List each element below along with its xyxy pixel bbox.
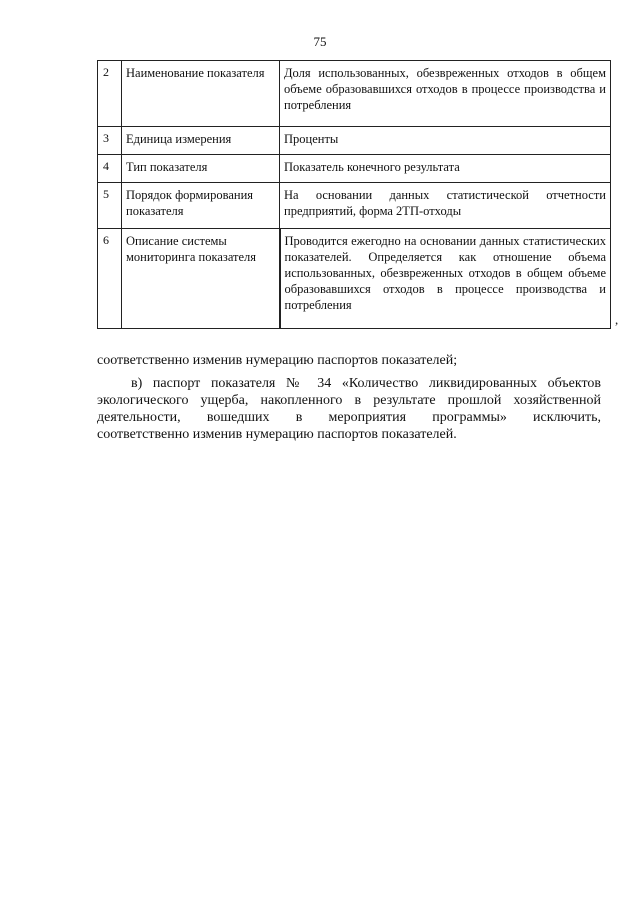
table-row: [98, 229, 611, 329]
row-number: 4: [98, 155, 122, 183]
row-value: Проводится ежегодно на основании данных статистических показателей. Определяется как отношение объема использованных, обезвреженных отходов в общем объеме образовавшихся отходов в процессе производства и потребления: [280, 229, 611, 329]
table-trailing-comma: ,: [615, 312, 619, 327]
row-number: 2: [98, 61, 122, 127]
table-row: [98, 155, 611, 183]
row-label: Единица измерения: [122, 127, 280, 155]
row-value: Показатель конечного результата: [280, 155, 611, 183]
table-row: [98, 61, 611, 127]
row-value: Доля использованных, обезвреженных отходов в общем объеме образовавшихся отходов в процессе производства и потребления: [280, 61, 611, 127]
page-number: 75: [313, 34, 327, 49]
paragraph-2-line: в) паспорт показателя № 34 «Количество ликвидированных объектов: [131, 376, 601, 391]
row-number: 5: [98, 183, 122, 229]
paragraph-2-line: соответственно изменив нумерацию паспортов показателей.: [97, 427, 457, 442]
paragraph-1: соответственно изменив нумерацию паспортов показателей;: [97, 353, 458, 368]
paragraph-2: [97, 375, 601, 443]
paragraph-2-line: деятельности, вошедших в мероприятия программы» исключить,: [97, 410, 601, 425]
row-label: Тип показателя: [122, 155, 280, 183]
row-value: На основании данных статистической отчетности предприятий, форма 2ТП-отходы: [280, 183, 611, 229]
row-value: Проценты: [280, 127, 611, 155]
row-label: Наименование показателя: [122, 61, 280, 127]
row-number: 3: [98, 127, 122, 155]
paragraph-2-line: экологического ущерба, накопленного в результате прошлой хозяйственной: [97, 393, 601, 408]
row-label: Порядок формирования показателя: [122, 183, 280, 229]
table-row: [98, 183, 611, 229]
indicator-passport-table: [97, 60, 611, 329]
row-number: 6: [98, 229, 122, 329]
table-row: [98, 127, 611, 155]
row-label: Описание системы мониторинга показателя: [122, 229, 280, 329]
